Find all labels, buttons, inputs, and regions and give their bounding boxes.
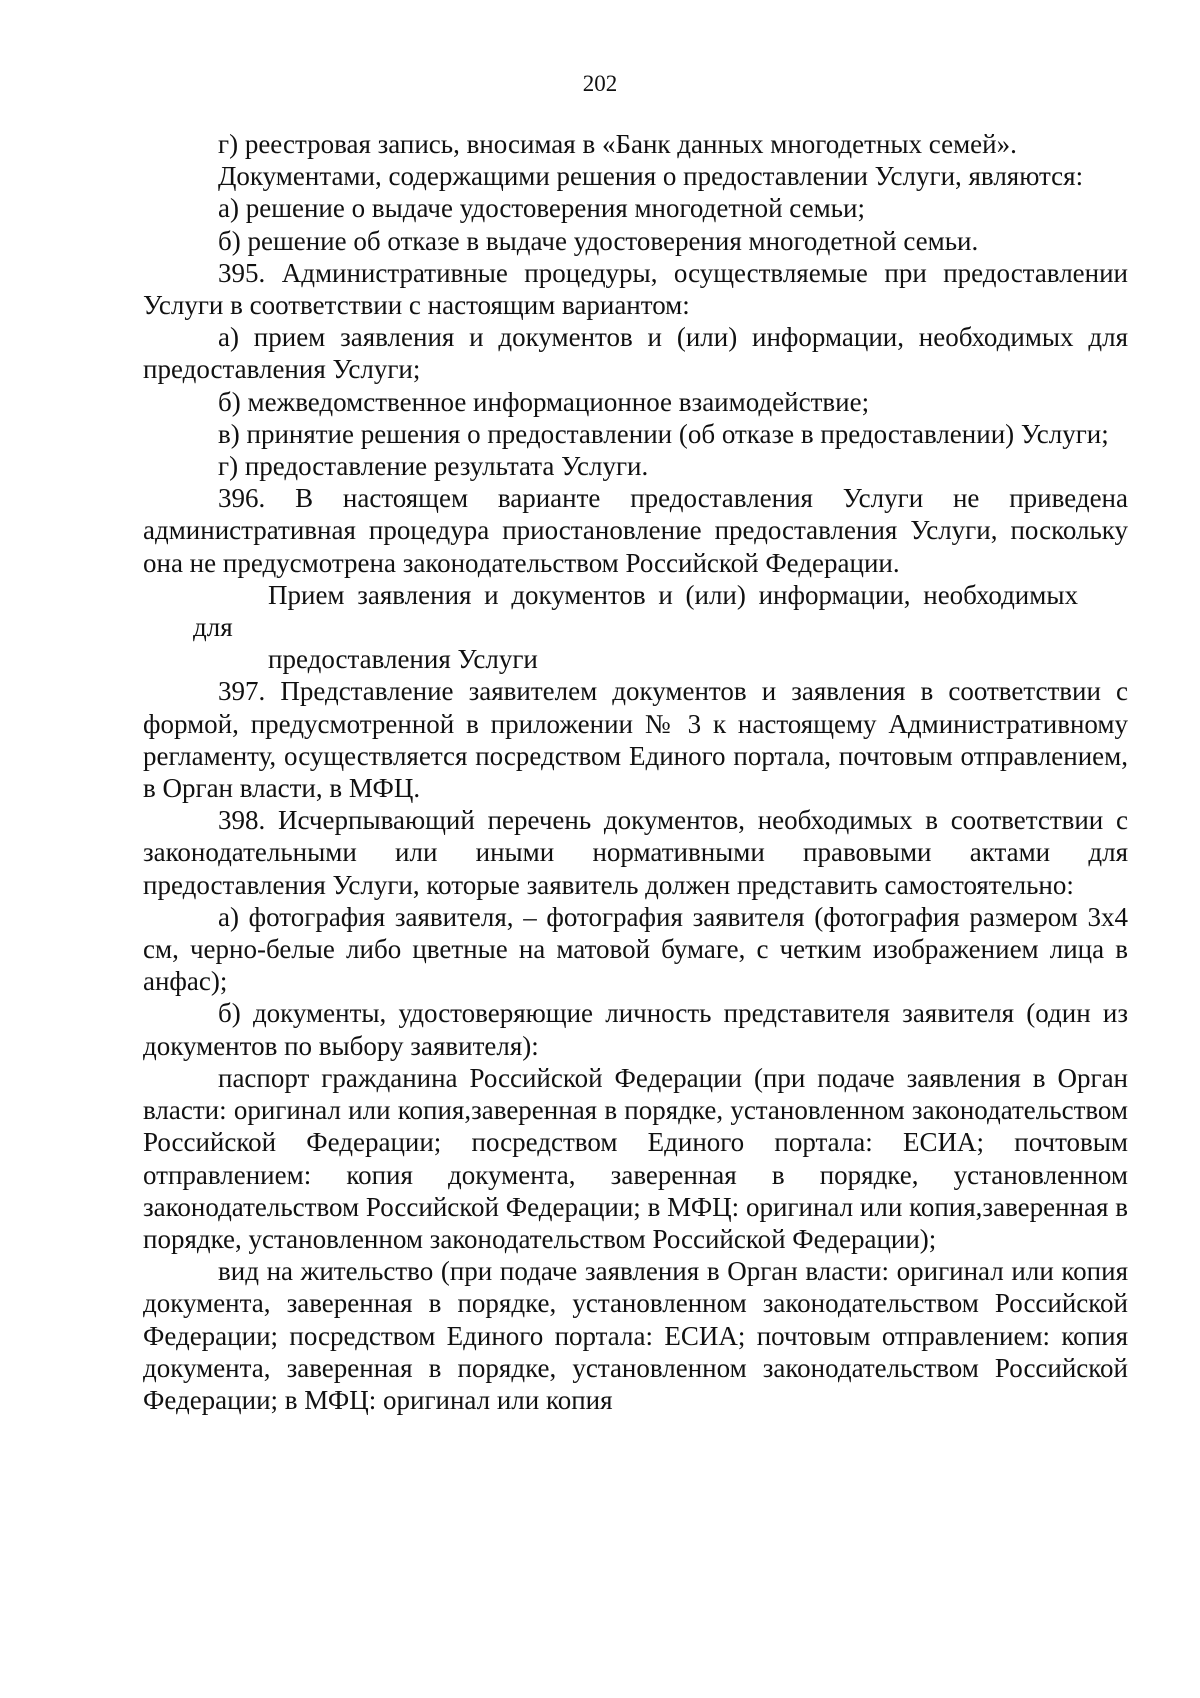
paragraph: г) реестровая запись, вносимая в «Банк данных многодетных семей».	[218, 129, 1017, 159]
paragraph: вид на жительство (при подаче заявления в Орган власти: оригинал или копия документа, заверенная в порядке, установленном законодательством Российской Федерации; посредством Единого портала: ЕСИА; почтовым отправлением: копия документа, заверенная в порядке, установленном законодательством Российской Федерации; в МФЦ: оригинал или копия	[143, 1256, 1128, 1415]
paragraph: 398. Исчерпывающий перечень документов, необходимых в соответствии с законодательными или иными нормативными правовыми актами для предоставления Услуги, которые заявитель должен представить самостоятельно:	[143, 805, 1128, 900]
paragraph: б) межведомственное информационное взаимодействие;	[218, 386, 870, 417]
paragraph: в) принятие решения о предоставлении (об отказе в предоставлении) Услуги;	[218, 418, 1109, 449]
paragraph: а) фотография заявителя, – фотография заявителя (фотография размером 3х4 см, черно-белые либо цветные на матовой бумаге, с четким изображением лица в анфас);	[143, 901, 1128, 997]
paragraph: б) документы, удостоверяющие личность представителя заявителя (один из документов по выбору заявителя):	[143, 998, 1128, 1061]
section-heading-line: Прием заявления и документов и (или) информации, необходимых для	[193, 579, 1078, 643]
page-number: 202	[582, 71, 618, 96]
section-heading-line: предоставления Услуги	[268, 644, 538, 675]
paragraph: 396. В настоящем варианте предоставления Услуги не приведена административная процедура приостановление предоставления Услуги, поскольку она не предусмотрена законодательством Российской Федерации.	[143, 483, 1128, 578]
paragraph: паспорт гражданина Российской Федерации (при подаче заявления в Орган власти: оригинал или копия,заверенная в порядке, установленном законодательством Российской Федерации; посредством Единого портала: ЕСИА; почтовым отправлением: копия документа, заверенная в порядке, установленном законодательством Российской Федерации; в МФЦ: оригинал или копия,заверенная в порядке, установленном законодательством Российской Федерации);	[143, 1062, 1128, 1254]
section-heading	[143, 579, 1128, 676]
paragraph: а) прием заявления и документов и (или) информации, необходимых для предоставления Услуги;	[143, 322, 1128, 385]
paragraph: а) решение о выдаче удостоверения многодетной семьи;	[218, 193, 865, 224]
paragraph: Документами, содержащими решения о предоставлении Услуги, являются:	[218, 161, 1084, 192]
paragraph: г) предоставление результата Услуги.	[218, 451, 649, 482]
paragraph: 397. Представление заявителем документов и заявления в соответствии с формой, предусмотренной в приложении № 3 к настоящему Административному регламенту, осуществляется посредством Единого портала, почтовым отправлением, в Орган власти, в МФЦ.	[143, 676, 1128, 804]
paragraph: 395. Административные процедуры, осуществляемые при предоставлении Услуги в соответствии с настоящим вариантом:	[143, 257, 1128, 321]
paragraph: б) решение об отказе в выдаче удостоверения многодетной семьи.	[218, 225, 979, 256]
document-body	[143, 128, 1128, 1416]
